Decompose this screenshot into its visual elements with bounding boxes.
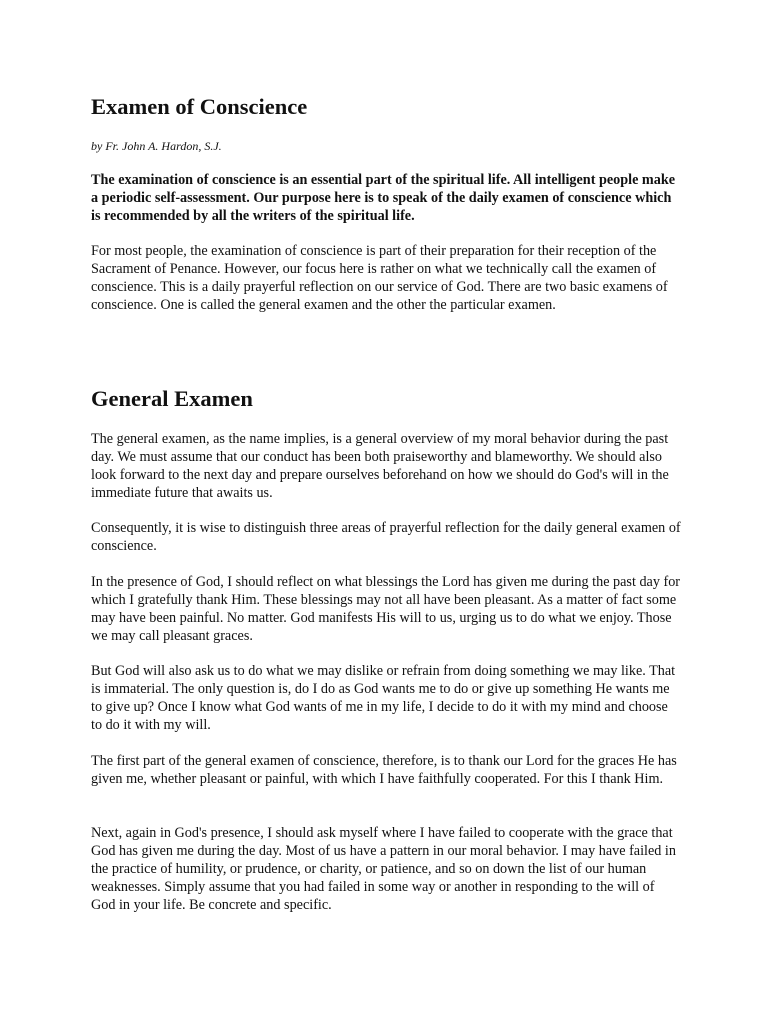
intro-paragraph: The examination of conscience is an essential part of the spiritual life. All intelligent people make a periodic self-assessment. Our purpose here is to speak of the daily examen of conscience which is recommended by all the writers of the spiritual life. [91,172,676,224]
section-paragraph: But God will also ask us to do what we may dislike or refrain from doing something we may like. That is immaterial. The only question is, do I do as God wants me to do or give up something He wants me to give up? Once I know what God wants of me in my life, I decide to do it with my mind and choose to do it with my will. [91,663,676,733]
section-paragraph: Consequently, it is wise to distinguish three areas of prayerful reflection for the daily general examen of conscience. [91,520,681,554]
section-paragraph: The first part of the general examen of conscience, therefore, is to thank our Lord for the graces He has given me, whether pleasant or painful, with which I have faithfully cooperated. For this I thank Him. [91,753,677,787]
section-paragraph: The general examen, as the name implies, is a general overview of my moral behavior during the past day. We must assume that our conduct has been both praiseworthy and blameworthy. We should also look forward to the next day and prepare ourselves beforehand on how we should do God's will in the immediate future that awaits us. [91,431,669,501]
section-paragraph: In the presence of God, I should reflect on what blessings the Lord has given me during the past day for which I gratefully thank Him. These blessings may not all have been pleasant. As a matter of fact some may have been painful. No matter. God manifests His will to us, urging us to do what we enjoy. Those we may call pleasant graces. [91,574,681,644]
section-paragraph: Next, again in God's presence, I should ask myself where I have failed to cooperate with the grace that God has given me during the day. Most of us have a pattern in our moral behavior. I may have failed in the practice of humility, or prudence, or charity, or patience, and so on down the list of our human weaknesses. Simply assume that you had failed in some way or another in responding to the will of God in your life. Be concrete and specific. [91,825,676,913]
body-paragraph: For most people, the examination of conscience is part of their preparation for their reception of the Sacrament of Penance. However, our focus here is rather on what we technically call the examen of conscience. This is a daily prayerful reflection on our service of God. There are two basic examens of conscience. One is called the general examen and the other the particular examen. [91,243,668,313]
page-title: Examen of Conscience [91,94,308,119]
section-heading: General Examen [91,386,253,411]
author-byline: by Fr. John A. Hardon, S.J. [91,139,222,153]
